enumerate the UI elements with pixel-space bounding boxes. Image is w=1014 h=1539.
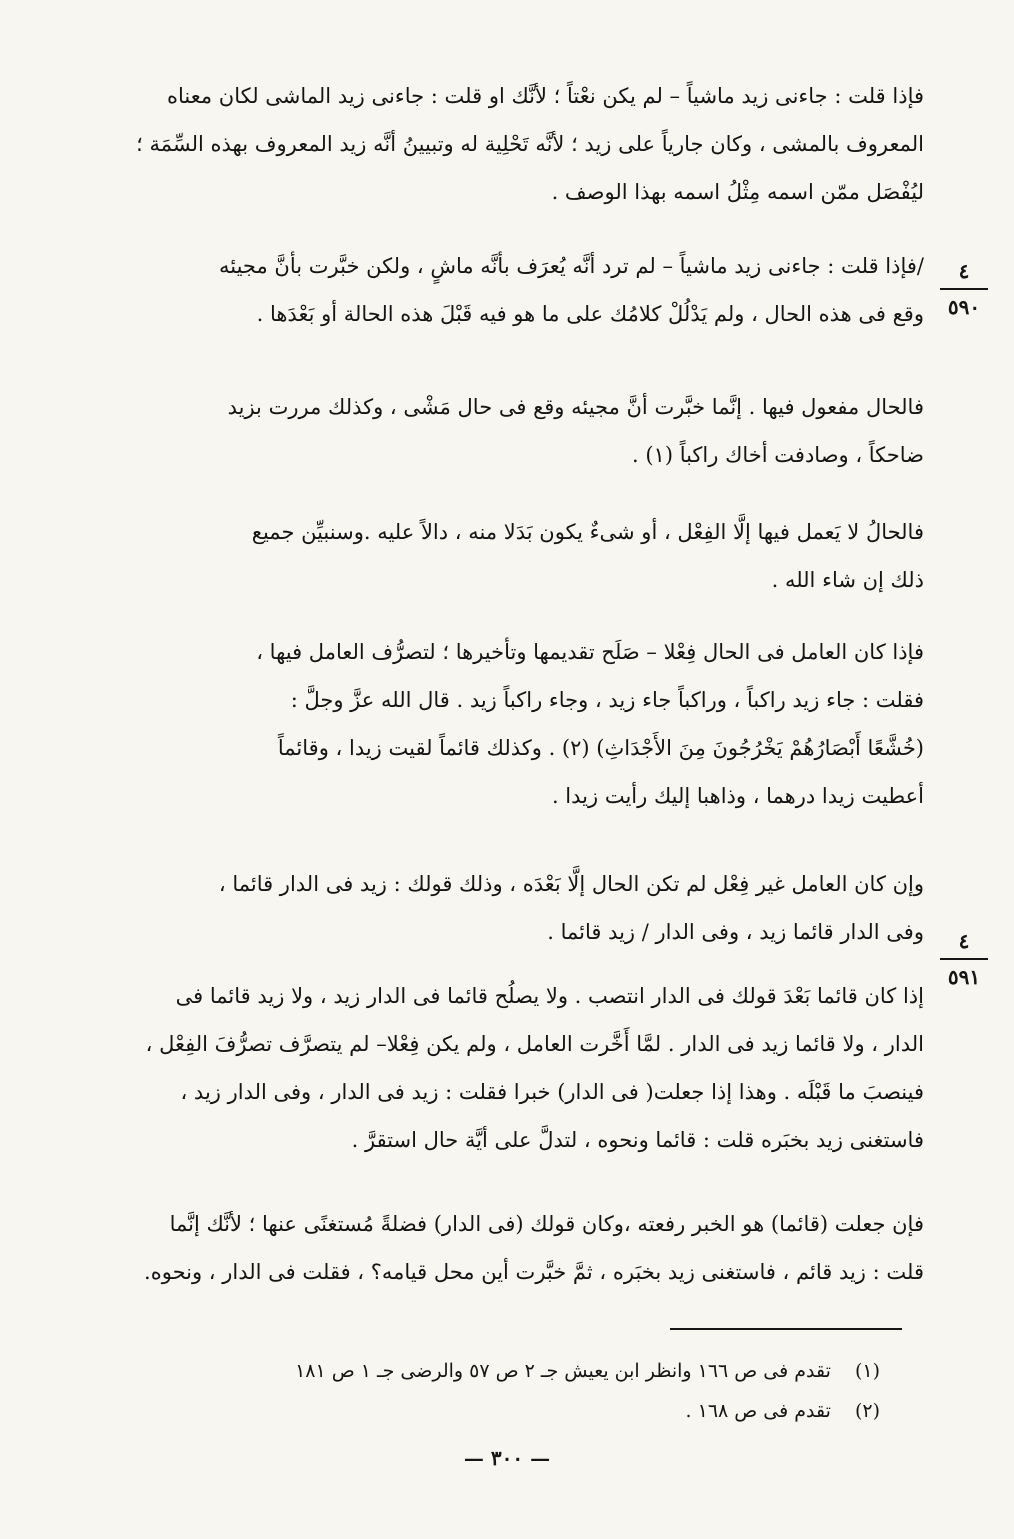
text-line: وقع فى هذه الحال ، ولم يَدْلُلْ كلامُك على ما هو فيه قَبْلَ هذه الحالة أو بَعْدَها . <box>256 302 924 326</box>
text-line: فالحالُ لا يَعمل فيها إلَّا الفِعْل ، أو شىءٌ يكون بَدَلا منه ، دالاً عليه .وسنبيِّن جميع <box>251 520 924 544</box>
text-line: فإذا كان العامل فى الحال فِعْلا – صَلَح تقديمها وتأخيرها ؛ لتصرُّف العامل فيها ، <box>256 640 924 664</box>
margin-ref-page: ٥٩١ <box>947 965 981 989</box>
text-line: فينصبَ ما قَبْلَه . وهذا إذا جعلت( فى الدار) خبرا فقلت : زيد فى الدار ، وفى الدار زيد ، <box>180 1080 924 1104</box>
text-line: ضاحكاً ، وصادفت أخاك راكباً (١) . <box>632 443 924 467</box>
text-line: /فإذا قلت : جاءنى زيد ماشياً – لم ترد أنَّه يُعرَف بأنَّه ماشٍ ، ولكن خبَّرت بأنَّ مجيئه <box>219 254 924 278</box>
text-line: فإن جعلت (قائما) هو الخبر رفعته ،وكان قولك (فى الدار) فضلةً مُستغنًى عنها ؛ لأنَّك إنَّما <box>169 1212 924 1236</box>
paragraph-8 <box>62 1200 924 1296</box>
paragraph-3 <box>62 383 924 479</box>
footnote-number: (٢) <box>854 1400 880 1422</box>
footnote-text: تقدم فى ص ١٦٦ وانظر ابن يعيش جـ ٢ ص ٥٧ والرضى جـ ١ ص ١٨١ <box>295 1360 831 1382</box>
margin-ref-590 <box>934 256 994 322</box>
footnote-number: (١) <box>854 1360 880 1382</box>
margin-ref-rule <box>940 288 988 290</box>
margin-ref-591 <box>934 926 994 992</box>
footnote-text: تقدم فى ص ١٦٨ . <box>685 1400 831 1422</box>
paragraph-4 <box>62 508 924 604</box>
paragraph-2 <box>62 242 924 338</box>
text-line: وفى الدار قائما زيد ، وفى الدار / زيد قائما . <box>547 920 924 944</box>
footnote-1 <box>190 1354 880 1388</box>
text-line: أعطيت زيدا درهما ، وذاهبا إليك رأيت زيدا . <box>551 784 924 808</box>
text-line: (خُشَّعًا أَبْصَارُهُمْ يَخْرُجُونَ مِنَ الأَجْدَاثِ) (٢) . وكذلك قائماً لقيت زيدا ، وقائماً <box>277 736 924 760</box>
paragraph-1 <box>62 72 924 216</box>
margin-ref-page: ٥٩٠ <box>947 295 981 319</box>
margin-ref-volume: ٤ <box>958 929 970 953</box>
paragraph-5 <box>62 628 924 820</box>
text-line: الدار ، ولا قائما زيد فى الدار . لمَّا أَخَّرت العامل ، ولم يكن فِعْلا– لم يتصرَّف تصرُّفَ الفِعْل ، <box>145 1032 924 1056</box>
margin-ref-rule <box>940 958 988 960</box>
text-line: إذا كان قائما بَعْدَ قولك فى الدار انتصب . ولا يصلُح قائما فى الدار زيد ، ولا زيد قائما فى <box>175 984 924 1008</box>
paragraph-6 <box>62 860 924 956</box>
margin-ref-volume: ٤ <box>958 259 970 283</box>
text-line: فقلت : جاء زيد راكباً ، وراكباً جاء زيد ، وجاء راكباً زيد . قال الله عزَّ وجلَّ : <box>290 688 924 712</box>
footnote-separator <box>670 1328 902 1330</box>
text-line: المعروف بالمشى ، وكان جارياً على زيد ؛ لأنَّه تَحْلِية له وتبيينُ أنَّه زيد المعروف بهذه السِّمَة ؛ <box>136 132 924 156</box>
text-line: وإن كان العامل غير فِعْل لم تكن الحال إلَّا بَعْدَه ، وذلك قولك : زيد فى الدار قائما ، <box>218 872 924 896</box>
footnote-2 <box>190 1394 880 1428</box>
text-line: فإذا قلت : جاءنى زيد ماشياً – لم يكن نعْتاً ؛ لأنَّك او قلت : جاءنى زيد الماشى لكان معناه <box>166 84 924 108</box>
text-line: فالحال مفعول فيها . إنَّما خبَّرت أنَّ مجيئه وقع فى حال مَشْى ، وكذلك مررت بزيد <box>227 395 924 419</box>
page-number: — ٣٠٠ — <box>463 1446 551 1470</box>
text-line: ليُفْصَل ممّن اسمه مِثْلُ اسمه بهذا الوصف . <box>551 180 924 204</box>
text-line: ذلك إن شاء الله . <box>771 568 924 592</box>
text-line: قلت : زيد قائم ، فاستغنى زيد بخبَره ، ثمَّ خبَّرت أين محل قيامه؟ ، فقلت فى الدار ، ونحوه. <box>144 1260 924 1284</box>
paragraph-7 <box>62 972 924 1164</box>
text-line: فاستغنى زيد بخبَره قلت : قائما ونحوه ، لتدلَّ على أيَّة حال استقرَّ . <box>351 1128 924 1152</box>
